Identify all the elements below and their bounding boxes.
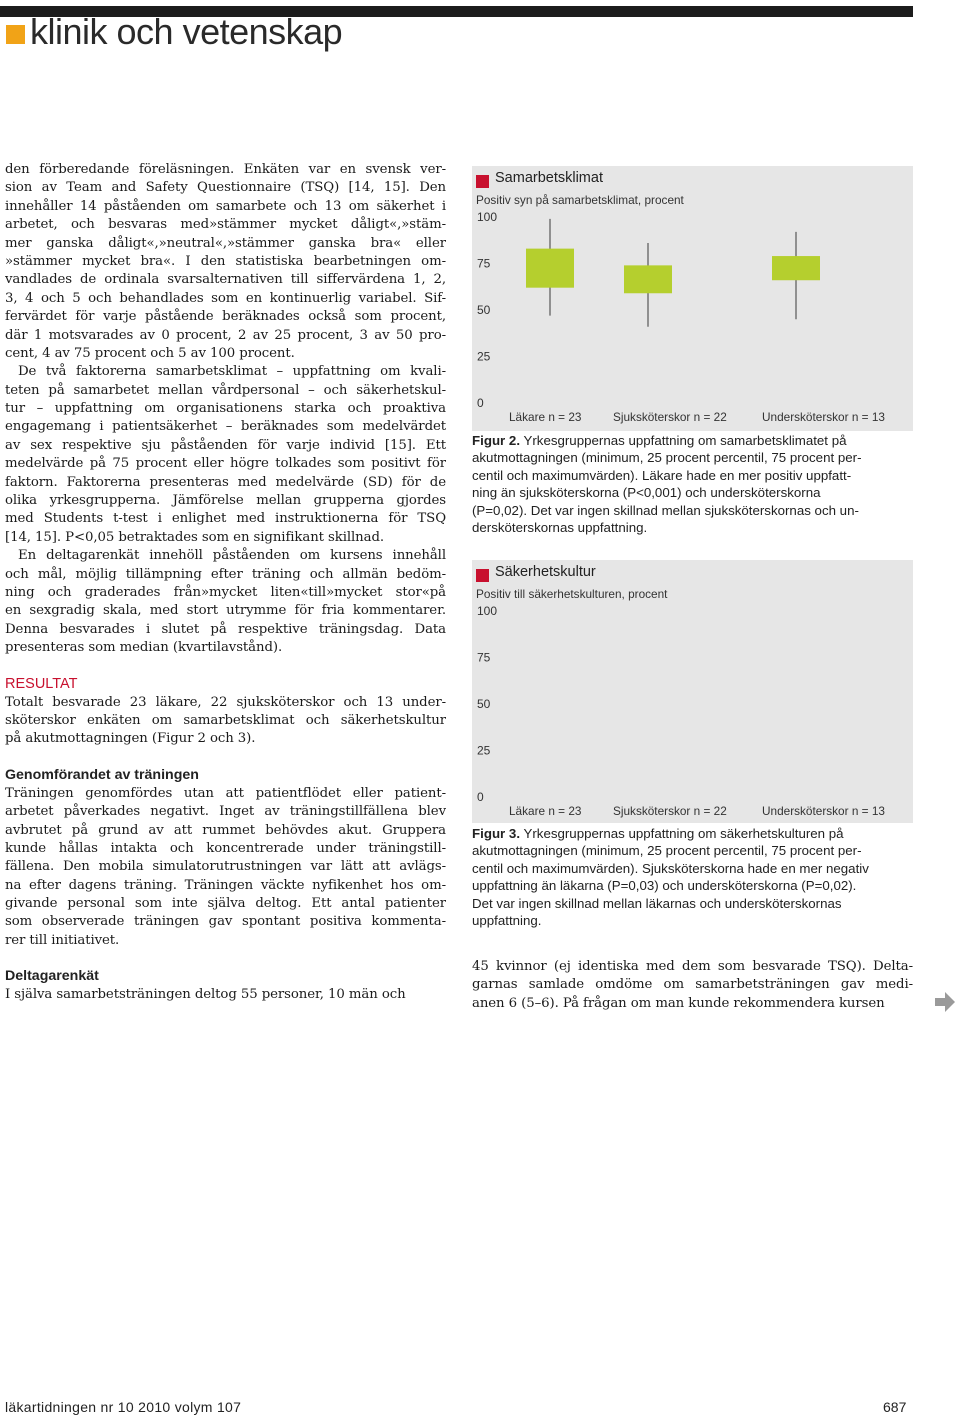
text-line: De två faktorerna samarbetsklimat – uppfattning om kvali-: [18, 364, 446, 380]
text-line: vandlades de ordinala svarsalternativen till siffervärdena 1, 2,: [5, 272, 446, 288]
text-line: kunde hållas intakta och koncentrerade under träningstill-: [5, 840, 446, 856]
section-marker: [6, 25, 25, 44]
caption-line: uppfattning.: [472, 912, 542, 928]
figure-samarbetsklimat: [472, 166, 913, 431]
text-line: garnas samlade omdöme om samarbetsträningen gav medi-: [472, 977, 913, 993]
text-line: ning och graderades från»mycket liten«till»mycket stor«på: [5, 584, 446, 600]
deltagarenkat-heading: Deltagarenkät: [5, 968, 99, 985]
resultat-heading: RESULTAT: [5, 675, 78, 692]
text-line: mer ganska dåligt«,»neutral«,»stämmer ganska bra« eller: [5, 235, 446, 251]
text-line: cent, 4 av 75 procent och 5 av 100 procent.: [5, 345, 295, 361]
paragraph: [5, 363, 446, 547]
text-line: teten på samarbetet mellan vårdpersonal – och säkerhetskul-: [5, 382, 446, 398]
y-tick-label: 100: [477, 604, 498, 618]
y-tick-label: 25: [477, 349, 491, 364]
text-line: Totalt besvarade 23 läkare, 22 sjuksköterskor och 13 under-: [5, 694, 446, 710]
text-line: na efter dagens träning. Träningen väckte nyfikenhet hos om-: [5, 877, 446, 893]
paragraph: [5, 986, 446, 1004]
caption-line: (P=0,02). Det var ingen skillnad mellan sjuksköterskornas och un-: [472, 502, 859, 518]
text-line: I själva samarbetsträningen deltog 55 personer, 10 män och: [5, 987, 406, 1003]
x-category-label: Undersköterskor n = 13: [762, 410, 885, 424]
caption-text: Yrkesgruppernas uppfattning om samarbetsklimatet på: [523, 433, 847, 448]
y-tick-label: 25: [477, 743, 491, 758]
text-line: 3, 4 och 5 och behandlades som en kontinuerlig variabel. Sif-: [5, 290, 446, 306]
box: [526, 249, 574, 288]
figure-caption: [472, 432, 913, 536]
caption-label: Figur 3.: [472, 826, 521, 841]
caption-line: centil och maximumvärden). Läkare hade en mer positiv uppfatt-: [472, 467, 852, 483]
paragraph: [5, 694, 446, 749]
caption-line: uppfattning än läkarna (P=0,03) och undersköterskorna (P=0,02).: [472, 878, 857, 894]
box-plot: [472, 560, 913, 823]
text-line: med Students t-test i enlighet med instruktionerna för TSQ: [5, 511, 446, 527]
text-line: fervärdet för varje påstående beräknades också som procent,: [5, 309, 446, 325]
text-line: avbrutet på grund av att rummet behövdes akut. Gruppera: [5, 822, 446, 838]
text-line: där 1 motsvarades av 0 procent, 2 av 25 procent, 3 av 50 pro-: [5, 327, 446, 343]
text-line: som observerade träningen gav spontant positiva kommenta-: [5, 914, 446, 930]
caption-text: Yrkesgruppernas uppfattning om säkerhetskulturen på: [523, 826, 844, 841]
y-tick-label: 0: [477, 396, 484, 410]
text-line: av sex respektive sju påståenden för varje individ [15]. Ett: [5, 437, 446, 453]
box: [772, 256, 820, 280]
caption-line: dersköterskornas uppfattning.: [472, 519, 648, 535]
text-line: [14, 15]. P<0,05 betraktades som en signifikant skillnad.: [5, 529, 385, 545]
text-line: innehåller 14 påståenden om samarbete och 13 om säkerhet i: [5, 198, 446, 214]
text-line: En deltagarenkät innehöll påståenden om kursens innehåll: [18, 548, 446, 564]
y-tick-label: 75: [477, 256, 491, 271]
x-category-label: Läkare n = 23: [509, 410, 582, 424]
text-line: Träningen genomfördes utan att patientflödet eller patient-: [5, 785, 446, 801]
text-line: rer till initiativet.: [5, 932, 120, 948]
text-line: »stämmer mycket bra«. I den statistiska bearbetningen om-: [5, 253, 446, 269]
text-line: sköterskor enkäten om samarbetsklimat och säkerhetskultur: [5, 712, 446, 728]
text-line: den förberedande föreläsningen. Enkäten var en svensk ver-: [5, 162, 446, 177]
caption-line: ning än sjuksköterskorna (P<0,001) och undersköterskorna: [472, 485, 821, 501]
caption-line: centil och maximumvärden). Sjuksköterskorna hade en mer negativ: [472, 860, 869, 876]
paragraph: [5, 161, 446, 363]
caption-line: [472, 825, 913, 842]
paragraph: [5, 547, 446, 657]
figure-caption: [472, 825, 913, 929]
text-line: en sexgradig skala, med stort utrymme för fria kommentarer.: [5, 603, 446, 619]
text-line: arbetet, och besvaras med»stämmer mycket dåligt«,»stäm-: [5, 217, 446, 233]
text-line: fällena. Den mobila simulatorutrustningen var lätt att avlägs-: [5, 859, 446, 875]
text-line: arbetet påverkades negativt. Inget av träningstillfällena blev: [5, 804, 446, 820]
figure-sakerhetskultur: [472, 560, 913, 823]
figure-title: Säkerhetskultur: [495, 564, 596, 580]
text-line: olika yrkesgrupperna. Jämförelse mellan grupperna gjordes: [5, 493, 446, 509]
text-line: faktorn. Faktorerna presenteras med medelvärde (SD) för de: [5, 474, 446, 490]
figure-title: Samarbetsklimat: [495, 170, 603, 186]
text-line: givande personal som inte själva deltog. Ett antal patienter: [5, 896, 446, 912]
text-line: på akutmottagningen (Figur 2 och 3).: [5, 731, 256, 747]
text-line: presenteras som median (kvartilavstånd).: [5, 640, 283, 656]
text-line: 45 kvinnor (ej identiska med dem som besvarade TSQ). Delta-: [472, 959, 913, 974]
paragraph: [5, 785, 446, 951]
caption-line: [472, 432, 913, 449]
text-line: Denna besvarades i slutet på respektive träningsdag. Data: [5, 621, 446, 637]
box: [624, 265, 672, 293]
text-line: anen 6 (5–6). På frågan om man kunde rekommendera kursen: [472, 995, 885, 1011]
caption-line: akutmottagningen (minimum, 25 procent percentil, 75 procent per-: [472, 450, 862, 466]
y-tick-label: 100: [477, 210, 498, 224]
x-category-label: Sjuksköterskor n = 22: [613, 410, 727, 424]
caption-line: Det var ingen skillnad mellan läkarnas och undersköterskornas: [472, 895, 842, 911]
left-column: [5, 161, 446, 1005]
text-line: sion av Team and Safety Questionnaire (TSQ) [14, 15]. Den: [5, 180, 446, 196]
text-line: medelvärde på 75 procent eller högre tolkades som positivt för: [5, 456, 446, 472]
figure-subtitle: Positiv till säkerhetskulturen, procent: [476, 587, 668, 601]
x-category-label: Läkare n = 23: [509, 804, 582, 818]
text-line: tur – uppfattning om organisationens starka och proaktiva: [5, 401, 446, 417]
section-title: klinik och vetenskap: [30, 11, 343, 52]
continue-arrow-icon: [933, 990, 957, 1014]
figure-subtitle: Positiv syn på samarbetsklimat, procent: [476, 193, 684, 207]
y-tick-label: 50: [477, 697, 491, 711]
x-category-label: Sjuksköterskor n = 22: [613, 804, 727, 818]
caption-label: Figur 2.: [472, 433, 521, 448]
x-category-label: Undersköterskor n = 13: [762, 804, 885, 818]
y-tick-label: 75: [477, 650, 491, 665]
text-line: och mål, möjlig tillämpning efter träning och allmän bedöm-: [5, 566, 446, 582]
caption-line: akutmottagningen (minimum, 25 procent percentil, 75 procent per-: [472, 843, 862, 859]
page-number: 687: [883, 1399, 907, 1415]
right-column-text: [472, 958, 913, 1013]
text-line: engagemang i patientsäkerhet – beräknades som medelvärdet: [5, 419, 446, 435]
y-tick-label: 50: [477, 303, 491, 317]
footer-publication: läkartidningen nr 10 2010 volym 107: [5, 1399, 242, 1415]
genomforandet-heading: Genomförandet av träningen: [5, 766, 199, 783]
box-plot: [472, 166, 913, 431]
y-tick-label: 0: [477, 790, 484, 804]
